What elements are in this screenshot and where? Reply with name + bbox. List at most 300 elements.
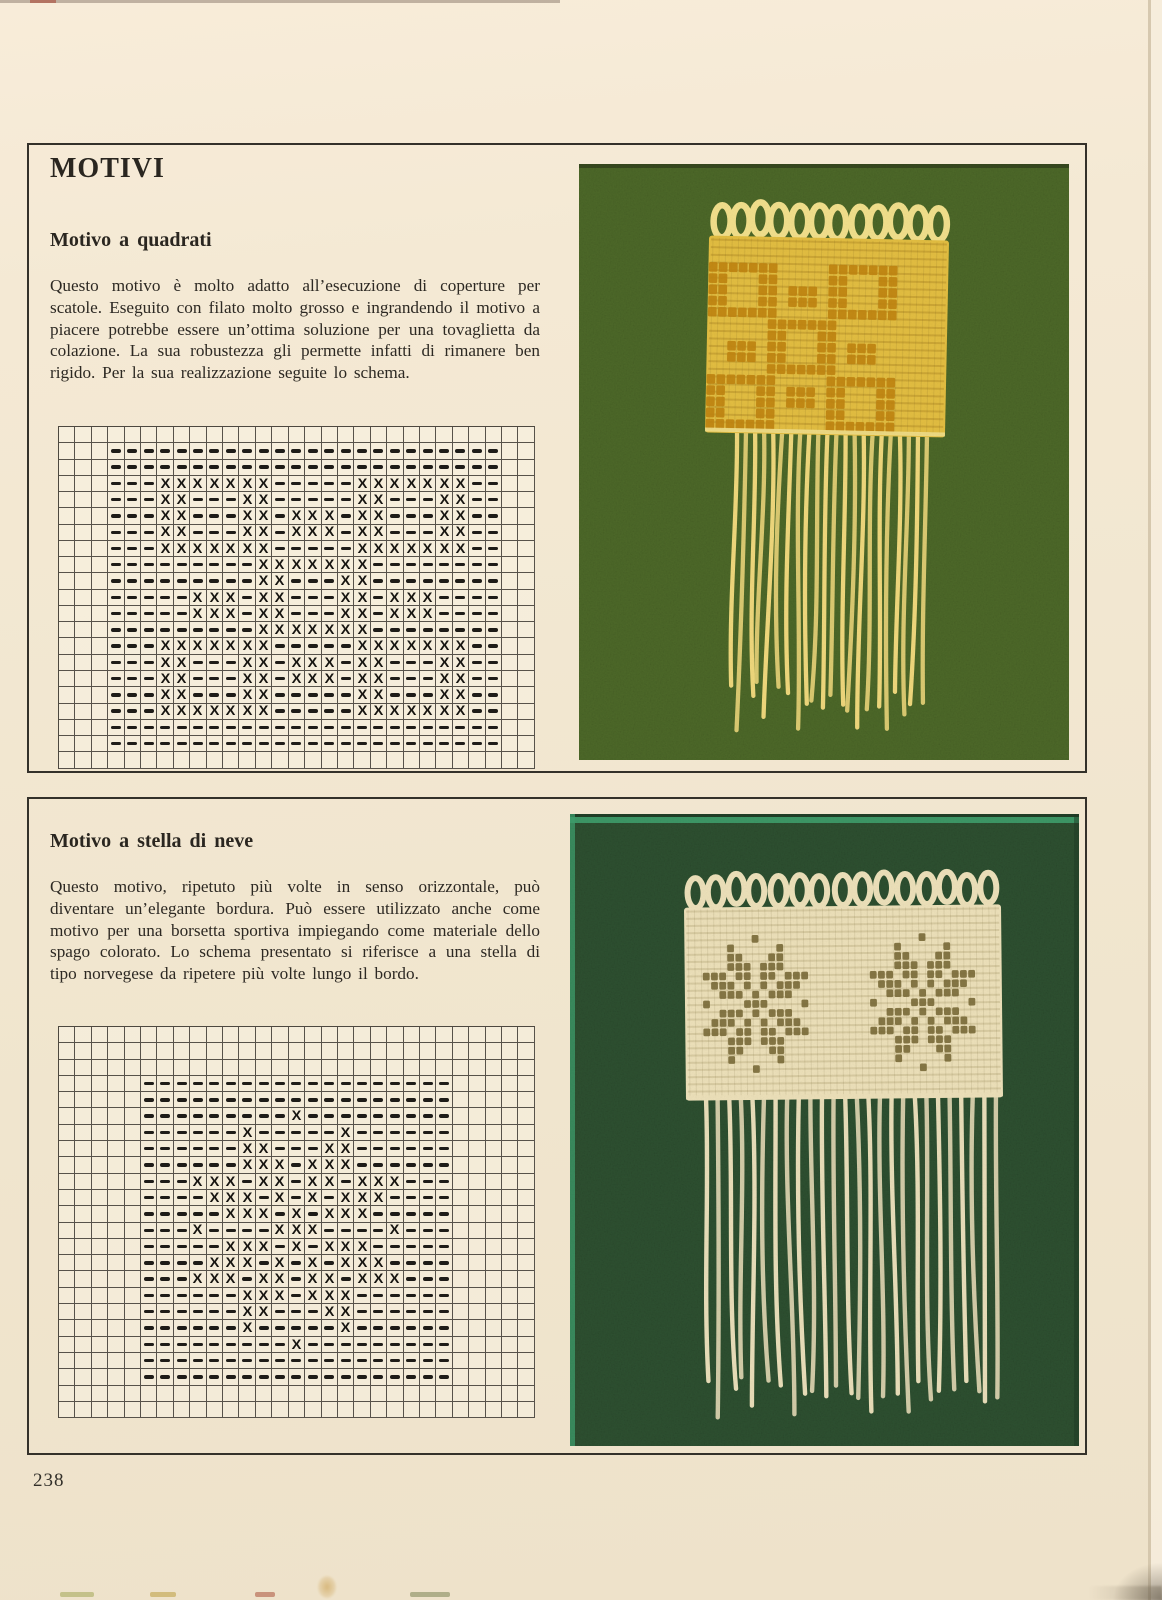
pattern-cell [518,1239,534,1255]
dash-symbol [111,482,121,485]
pattern-cell [486,492,502,508]
pattern-cell [420,1288,436,1304]
pattern-cell [239,1337,255,1353]
pattern-cell [502,1076,518,1092]
dash-symbol [193,726,203,729]
pattern-cell [387,590,403,606]
pattern-cell [322,1271,338,1287]
pattern-cell [75,1060,91,1076]
pattern-cell [207,1206,223,1222]
dash-symbol [275,482,285,485]
dash-symbol [275,531,285,534]
pattern-cell [174,443,190,459]
dash-symbol [160,1294,170,1297]
cross-symbol: X [176,508,187,524]
dash-symbol [127,726,137,729]
pattern-cell [256,1402,272,1418]
pattern-cell [289,720,305,736]
dash-symbol [406,661,416,664]
pattern-cell [157,443,173,459]
pattern-cell [141,508,157,524]
pattern-cell [322,541,338,557]
cross-symbol: X [209,475,220,491]
pattern-cell [92,1141,108,1157]
pattern-cell [338,1402,354,1418]
pattern-cell [59,492,75,508]
pattern-cell [289,1386,305,1402]
pattern-cell [75,1092,91,1108]
dash-symbol [193,1294,203,1297]
dash-symbol [308,1147,318,1150]
dash-symbol [423,1163,433,1166]
dash-symbol [209,1229,219,1232]
dash-symbol [144,628,154,631]
pattern-cell [436,1092,452,1108]
pattern-cell [141,1353,157,1369]
pattern-cell [469,492,485,508]
dash-symbol [406,498,416,501]
cross-symbol: X [357,638,367,654]
pattern-cell [486,573,502,589]
pattern-cell [125,1223,141,1239]
pattern-cell [371,573,387,589]
pattern-cell [322,590,338,606]
dash-symbol [488,726,498,729]
cross-symbol: X [389,703,400,719]
pattern-cell [157,492,173,508]
dash-symbol [193,661,203,664]
dash-symbol [341,677,351,680]
pattern-cell [469,1206,485,1222]
cross-symbol: X [258,622,269,638]
dash-symbol [291,1294,301,1297]
pattern-cell [486,1353,502,1369]
dash-symbol [341,531,351,534]
pattern-cell [486,508,502,524]
pattern-cell [157,1402,173,1418]
pattern-cell [305,476,321,492]
pattern-cell [108,1027,124,1043]
dash-symbol [275,709,285,712]
photo-macrame-quadrati [579,164,1069,760]
pattern-cell [207,720,223,736]
cross-symbol: X [242,1140,253,1156]
dash-symbol [390,1163,400,1166]
dash-symbol [373,1212,383,1215]
pattern-cell [141,460,157,476]
pattern-cell [354,1092,370,1108]
pattern-cell [157,476,173,492]
pattern-cell [486,590,502,606]
dash-symbol [275,1245,285,1248]
dash-symbol [472,661,482,664]
pattern-cell [453,720,469,736]
dash-symbol [291,482,301,485]
pattern-cell [322,1239,338,1255]
cross-symbol: X [160,638,171,654]
pattern-cell [108,476,124,492]
pattern-cell [125,541,141,557]
pattern-cell [108,573,124,589]
cross-symbol: X [258,491,269,507]
pattern-cell [453,1288,469,1304]
cross-symbol: X [160,475,171,491]
pattern-cell [223,1386,239,1402]
dash-symbol [193,1196,203,1199]
pattern-cell [469,573,485,589]
dash-symbol [193,1147,203,1150]
pattern-cell [436,1174,452,1190]
pattern-cell [59,1206,75,1222]
pattern-cell [404,1174,420,1190]
dash-symbol [259,449,269,452]
pattern-cell [108,1353,124,1369]
pattern-cell [239,1108,255,1124]
dash-symbol [160,1277,170,1280]
pattern-cell [469,622,485,638]
pattern-cell [125,736,141,752]
pattern-cell [518,687,534,703]
pattern-cell [239,752,255,768]
dash-symbol [127,693,137,696]
dash-symbol [308,1310,318,1313]
pattern-cell [502,1337,518,1353]
pattern-cell [518,427,534,443]
pattern-cell [453,687,469,703]
cross-symbol: X [242,654,253,670]
pattern-cell [75,1206,91,1222]
pattern-cell [420,1043,436,1059]
dash-symbol [373,1310,383,1313]
pattern-cell [223,1043,239,1059]
pattern-cell [190,687,206,703]
pattern-cell [354,1141,370,1157]
pattern-cell [59,736,75,752]
pattern-cell [387,1043,403,1059]
dash-symbol [259,1343,269,1346]
cross-symbol: X [324,1238,335,1254]
pattern-cell [256,1060,272,1076]
pattern-cell [322,1255,338,1271]
pattern-cell [239,1353,255,1369]
cross-symbol: X [373,703,384,719]
pattern-cell [92,671,108,687]
pattern-cell [354,1125,370,1141]
pattern-cell [75,1255,91,1271]
pattern-cell [256,476,272,492]
dash-symbol [144,498,154,501]
dash-symbol [193,742,203,745]
dash-symbol [127,612,137,615]
pattern-cell [289,671,305,687]
pattern-cell [157,573,173,589]
pattern-cell [453,1206,469,1222]
cross-symbol: X [291,1238,302,1254]
pattern-cell [338,460,354,476]
dash-symbol [423,1375,433,1378]
pattern-cell [239,1223,255,1239]
pattern-cell [92,1108,108,1124]
pattern-cell [322,492,338,508]
pattern-cell [59,1369,75,1385]
pattern-cell [92,443,108,459]
pattern-cell [141,1190,157,1206]
pattern-cell [486,1125,502,1141]
pattern-cell [190,1043,206,1059]
dash-symbol [193,1326,203,1329]
dash-symbol [209,1131,219,1134]
pattern-cell [174,1108,190,1124]
dash-symbol [160,1261,170,1264]
pattern-cell [141,1108,157,1124]
pattern-cell [92,1043,108,1059]
dash-symbol [226,628,236,631]
pattern-cell [108,427,124,443]
pattern-cell [436,541,452,557]
pattern-cell [108,443,124,459]
pattern-cell [436,1141,452,1157]
pattern-cell [289,704,305,720]
pattern-cell [256,590,272,606]
pattern-cell [59,671,75,687]
dash-symbol [242,628,252,631]
pattern-cell [75,1076,91,1092]
dash-symbol [226,465,236,468]
pattern-cell [436,622,452,638]
pattern-cell [387,671,403,687]
pattern-cell [141,1386,157,1402]
pattern-cell [469,1043,485,1059]
dash-symbol [160,1245,170,1248]
pattern-cell [75,720,91,736]
pattern-cell [223,720,239,736]
cross-symbol: X [373,670,384,686]
pattern-cell [404,1141,420,1157]
page-title: MOTIVI [50,153,165,184]
pattern-cell [420,1206,436,1222]
cross-symbol: X [455,654,466,670]
pattern-cell [272,1174,288,1190]
dash-symbol [291,693,301,696]
cross-symbol: X [258,1157,269,1173]
pattern-cell [289,1157,305,1173]
pattern-cell [502,638,518,654]
pattern-cell [338,443,354,459]
pattern-cell [59,606,75,622]
pattern-cell [59,1141,75,1157]
dash-symbol [488,661,498,664]
pattern-cell [239,1239,255,1255]
pattern-cell [387,1141,403,1157]
pattern-cell [174,1076,190,1092]
dash-symbol [226,742,236,745]
pattern-cell [272,671,288,687]
pattern-cell [256,1239,272,1255]
pattern-cell [354,736,370,752]
pattern-cell [223,1402,239,1418]
dash-symbol [226,1294,236,1297]
pattern-cell [502,1255,518,1271]
pattern-cell [338,671,354,687]
pattern-cell [256,1043,272,1059]
pattern-cell [371,1320,387,1336]
dash-symbol [127,563,137,566]
cross-symbol: X [357,475,367,491]
cross-symbol: X [275,1157,285,1173]
cross-symbol: X [357,1206,367,1222]
pattern-cell [322,508,338,524]
cross-symbol: X [275,589,285,605]
pattern-cell [190,590,206,606]
cross-symbol: X [340,1255,351,1271]
pattern-cell [108,752,124,768]
dash-symbol [423,726,433,729]
pattern-cell [354,1337,370,1353]
pattern-cell [354,492,370,508]
pattern-cell [404,1271,420,1287]
pattern-cell [453,1092,469,1108]
pattern-cell [223,1190,239,1206]
pattern-cell [174,1141,190,1157]
dash-symbol [439,1163,449,1166]
pattern-cell [436,1206,452,1222]
dash-symbol [341,547,351,550]
scan-right-edge-pale [1151,0,1162,1600]
cross-symbol: X [225,540,236,556]
cross-symbol: X [324,557,335,572]
pattern-cell [404,541,420,557]
pattern-cell [207,1255,223,1271]
pattern-cell [436,492,452,508]
pattern-cell [387,1108,403,1124]
pattern-cell [453,1108,469,1124]
pattern-cell [125,1288,141,1304]
cross-symbol: X [209,1189,220,1205]
pattern-cell [420,1271,436,1287]
dash-symbol [111,693,121,696]
pattern-cell [125,1157,141,1173]
dash-symbol [144,1082,154,1085]
pattern-cell [338,606,354,622]
dash-symbol [341,449,351,452]
cross-symbol: X [275,1222,285,1238]
pattern-cell [223,476,239,492]
pattern-cell [157,508,173,524]
dash-symbol [160,579,170,582]
pattern-cell [108,1060,124,1076]
dash-symbol [111,742,121,745]
cross-symbol: X [291,1222,302,1238]
dash-symbol [193,628,203,631]
pattern-cell [125,1190,141,1206]
dash-symbol [291,709,301,712]
pattern-cell [387,1206,403,1222]
pattern-cell [289,1190,305,1206]
pattern-cell [207,1108,223,1124]
pattern-cell [322,1108,338,1124]
pattern-cell [387,1060,403,1076]
pattern-cell [125,476,141,492]
pattern-cell [436,1190,452,1206]
dash-symbol [259,465,269,468]
cross-symbol: X [324,622,335,638]
dash-symbol [373,1114,383,1117]
pattern-cell [157,1320,173,1336]
cross-symbol: X [422,540,433,556]
pattern-cell [469,525,485,541]
pattern-cell [354,1304,370,1320]
pattern-cell [108,1043,124,1059]
pattern-cell [404,752,420,768]
pattern-cell [223,1337,239,1353]
pattern-cell [75,1386,91,1402]
pattern-cell [190,541,206,557]
pattern-cell [92,606,108,622]
pattern-cell [371,541,387,557]
dash-symbol [324,1326,334,1329]
pattern-cell [453,573,469,589]
dash-symbol [488,709,498,712]
pattern-cell [338,1206,354,1222]
dash-symbol [423,1212,433,1215]
pattern-cell [272,1337,288,1353]
dash-symbol [423,1114,433,1117]
cross-symbol: X [307,1157,318,1173]
dash-symbol [324,1229,334,1232]
pattern-cell [272,427,288,443]
cross-symbol: X [258,1238,269,1254]
dash-symbol [177,579,187,582]
cross-symbol: X [357,1238,367,1254]
pattern-cell [141,525,157,541]
pattern-cell [289,752,305,768]
pattern-cell [354,1190,370,1206]
dash-symbol [472,596,482,599]
pattern-cell [354,460,370,476]
dash-symbol [341,693,351,696]
cross-symbol: X [258,1287,269,1303]
pattern-cell [174,492,190,508]
pattern-cell [486,1141,502,1157]
pattern-cell [108,1125,124,1141]
pattern-cell [322,1288,338,1304]
pattern-cell [207,492,223,508]
scan-bottom-smudge [1088,1586,1162,1600]
pattern-cell [453,1076,469,1092]
pattern-cell [486,704,502,720]
dash-symbol [177,465,187,468]
pattern-cell [207,476,223,492]
pattern-cell [404,736,420,752]
pattern-cell [125,1369,141,1385]
pattern-cell [387,557,403,573]
pattern-cell [141,427,157,443]
dash-symbol [127,709,137,712]
pattern-cell [174,1043,190,1059]
pattern-cell [256,1141,272,1157]
pattern-cell [518,1141,534,1157]
cross-symbol: X [242,670,253,686]
cross-symbol: X [357,703,367,719]
pattern-cell [436,460,452,476]
dash-symbol [144,1229,154,1232]
pattern-cell [223,704,239,720]
pattern-cell [305,1239,321,1255]
pattern-cell [404,622,420,638]
pattern-cell [141,1092,157,1108]
dash-symbol [488,482,498,485]
pattern-cell [75,655,91,671]
